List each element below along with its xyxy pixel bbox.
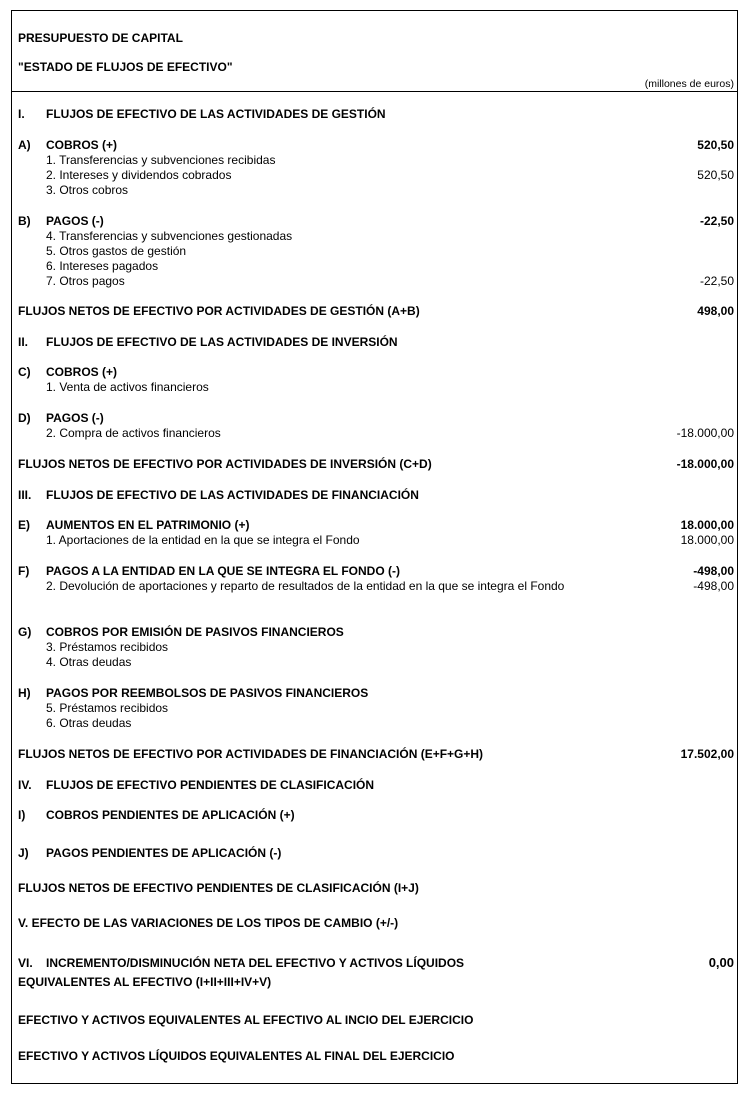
statement-title: PRESUPUESTO DE CAPITAL: [18, 31, 183, 45]
row-value: -18.000,00: [676, 457, 734, 471]
row-heading-label: COBROS POR EMISIÓN DE PASIVOS FINANCIEROS: [46, 625, 344, 639]
row-key: C): [18, 365, 31, 379]
row-item-label: 1. Transferencias y subvenciones recibidas: [46, 153, 276, 167]
statement-frame: [11, 10, 738, 1084]
row-heading-label: INCREMENTO/DISMINUCIÓN NETA DEL EFECTIVO Y ACTIVOS LÍQUIDOS: [46, 956, 465, 970]
statement-subtitle: "ESTADO DE FLUJOS DE EFECTIVO": [18, 60, 233, 74]
row-key: III.: [18, 488, 32, 502]
row-value: 18.000,00: [680, 533, 734, 547]
row-key: J): [18, 846, 29, 860]
row-item-label: 6. Otras deudas: [46, 716, 132, 730]
row-item-label: 6. Intereses pagados: [46, 259, 159, 273]
row-heading-label: PAGOS POR REEMBOLSOS DE PASIVOS FINANCIEROS: [46, 686, 369, 700]
row-heading-label: COBROS (+): [46, 365, 118, 379]
row-heading-label: FLUJOS NETOS DE EFECTIVO POR ACTIVIDADES DE FINANCIACIÓN (E+F+G+H): [18, 747, 484, 761]
row-value: 17.502,00: [680, 747, 734, 761]
row-key: F): [18, 564, 30, 578]
row-value: -22,50: [699, 274, 734, 288]
row-heading-label: FLUJOS NETOS DE EFECTIVO POR ACTIVIDADES DE INVERSIÓN (C+D): [18, 457, 432, 471]
row-heading-label: PAGOS (-): [46, 214, 104, 228]
row-heading-label: FLUJOS DE EFECTIVO DE LAS ACTIVIDADES DE FINANCIACIÓN: [46, 488, 419, 502]
row-heading-label: EFECTIVO Y ACTIVOS EQUIVALENTES AL EFECTIVO AL INCIO DEL EJERCICIO: [18, 1013, 474, 1027]
row-key: I): [18, 808, 26, 822]
row-heading-label: FLUJOS DE EFECTIVO DE LAS ACTIVIDADES DE INVERSIÓN: [46, 335, 398, 349]
row-heading-label: AUMENTOS EN EL PATRIMONIO (+): [46, 518, 250, 532]
statement-header: [12, 11, 737, 92]
row-key: VI.: [18, 956, 33, 970]
row-item-label: 7. Otros pagos: [46, 274, 125, 288]
row-item-label: 2. Devolución de aportaciones y reparto de resultados de la entidad en la que se integra el Fondo: [46, 579, 565, 593]
row-key: II.: [18, 335, 29, 349]
units-label: (millones de euros): [644, 78, 734, 90]
row-heading-label: V. EFECTO DE LAS VARIACIONES DE LOS TIPOS DE CAMBIO (+/-): [18, 916, 399, 930]
row-key: I.: [18, 107, 25, 121]
row-heading-label: PAGOS PENDIENTES DE APLICACIÓN (-): [46, 846, 282, 860]
row-value: -22,50: [699, 214, 734, 228]
row-key: A): [18, 138, 31, 152]
row-key: G): [18, 625, 32, 639]
row-item-label: 1. Aportaciones de la entidad en la que se integra el Fondo: [46, 533, 360, 547]
row-item-label: 2. Intereses y dividendos cobrados: [46, 168, 232, 182]
row-heading-label: FLUJOS DE EFECTIVO DE LAS ACTIVIDADES DE GESTIÓN: [46, 107, 386, 121]
row-item-label: 2. Compra de activos financieros: [46, 426, 221, 440]
row-heading-label: PAGOS A LA ENTIDAD EN LA QUE SE INTEGRA EL FONDO (-): [46, 564, 401, 578]
row-heading-label: FLUJOS NETOS DE EFECTIVO POR ACTIVIDADES DE GESTIÓN (A+B): [18, 304, 420, 318]
row-key: IV.: [18, 778, 32, 792]
row-item-label: 5. Préstamos recibidos: [46, 701, 169, 715]
row-item-label: 1. Venta de activos financieros: [46, 380, 209, 394]
row-item-label: 3. Otros cobros: [46, 183, 129, 197]
row-heading-label: COBROS PENDIENTES DE APLICACIÓN (+): [46, 808, 295, 822]
row-key: E): [18, 518, 30, 532]
row-heading-label: FLUJOS DE EFECTIVO PENDIENTES DE CLASIFICACIÓN: [46, 778, 375, 792]
row-value: 520,50: [697, 168, 734, 182]
row-value: 0,00: [708, 955, 734, 970]
row-heading-label: PAGOS (-): [46, 411, 104, 425]
row-key: H): [18, 686, 31, 700]
row-item-label: 5. Otros gastos de gestión: [46, 244, 187, 258]
row-value: -18.000,00: [676, 426, 734, 440]
row-item-label: 4. Otras deudas: [46, 655, 132, 669]
row-item-label: 4. Transferencias y subvenciones gestionadas: [46, 229, 293, 243]
row-heading-label: EFECTIVO Y ACTIVOS LÍQUIDOS EQUIVALENTES AL FINAL DEL EJERCICIO: [18, 1049, 455, 1063]
row-heading-label: COBROS (+): [46, 138, 118, 152]
row-item-label: 3. Préstamos recibidos: [46, 640, 169, 654]
row-value: -498,00: [693, 564, 734, 578]
row-value: 520,50: [697, 138, 734, 152]
row-key: D): [18, 411, 31, 425]
row-heading-label: EQUIVALENTES AL EFECTIVO (I+II+III+IV+V): [18, 975, 272, 989]
row-heading-label: FLUJOS NETOS DE EFECTIVO PENDIENTES DE CLASIFICACIÓN (I+J): [18, 881, 419, 895]
row-key: B): [18, 214, 31, 228]
row-value: -498,00: [693, 579, 734, 593]
row-value: 498,00: [697, 304, 734, 318]
row-value: 18.000,00: [680, 518, 734, 532]
